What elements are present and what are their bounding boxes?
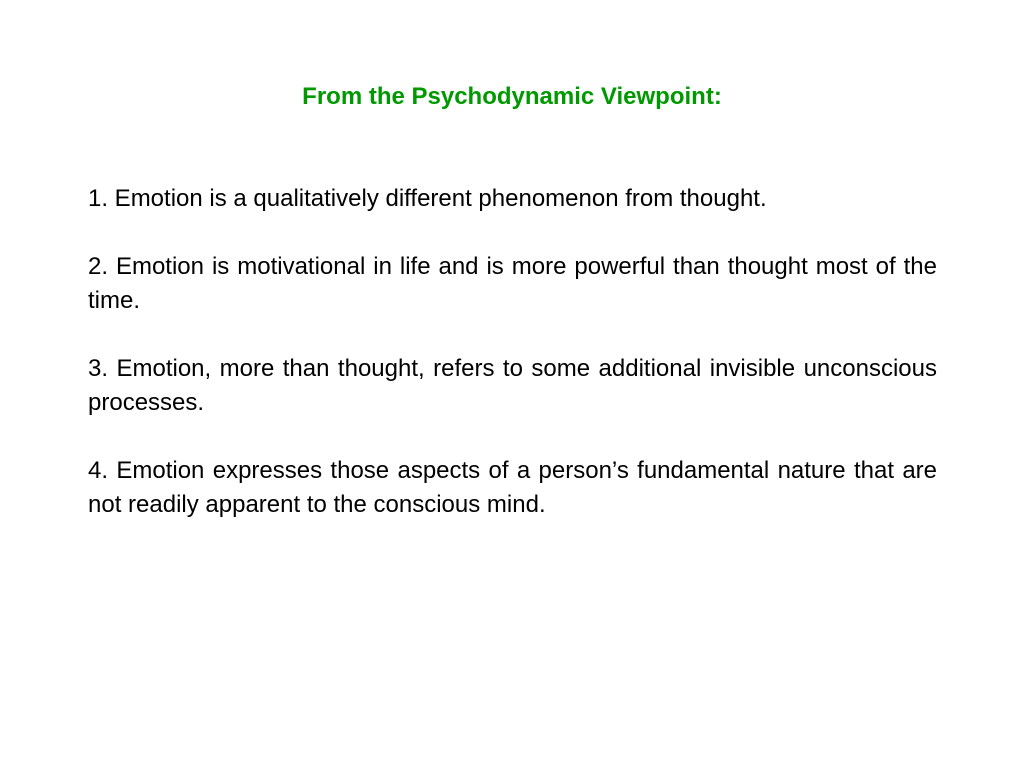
list-item: 1. Emotion is a qualitatively different phenomenon from thought.: [88, 185, 767, 212]
slide-title: From the Psychodynamic Viewpoint:: [302, 83, 722, 110]
list-item: 4. Emotion expresses those aspects of a person’s fundamental nature that are not readily apparent to the conscious mind.: [88, 457, 937, 518]
point-list: [88, 182, 937, 556]
list-item: 2. Emotion is motivational in life and is more powerful than thought most of the time.: [88, 253, 937, 314]
list-item: 3. Emotion, more than thought, refers to some additional invisible unconscious processes.: [88, 355, 937, 416]
